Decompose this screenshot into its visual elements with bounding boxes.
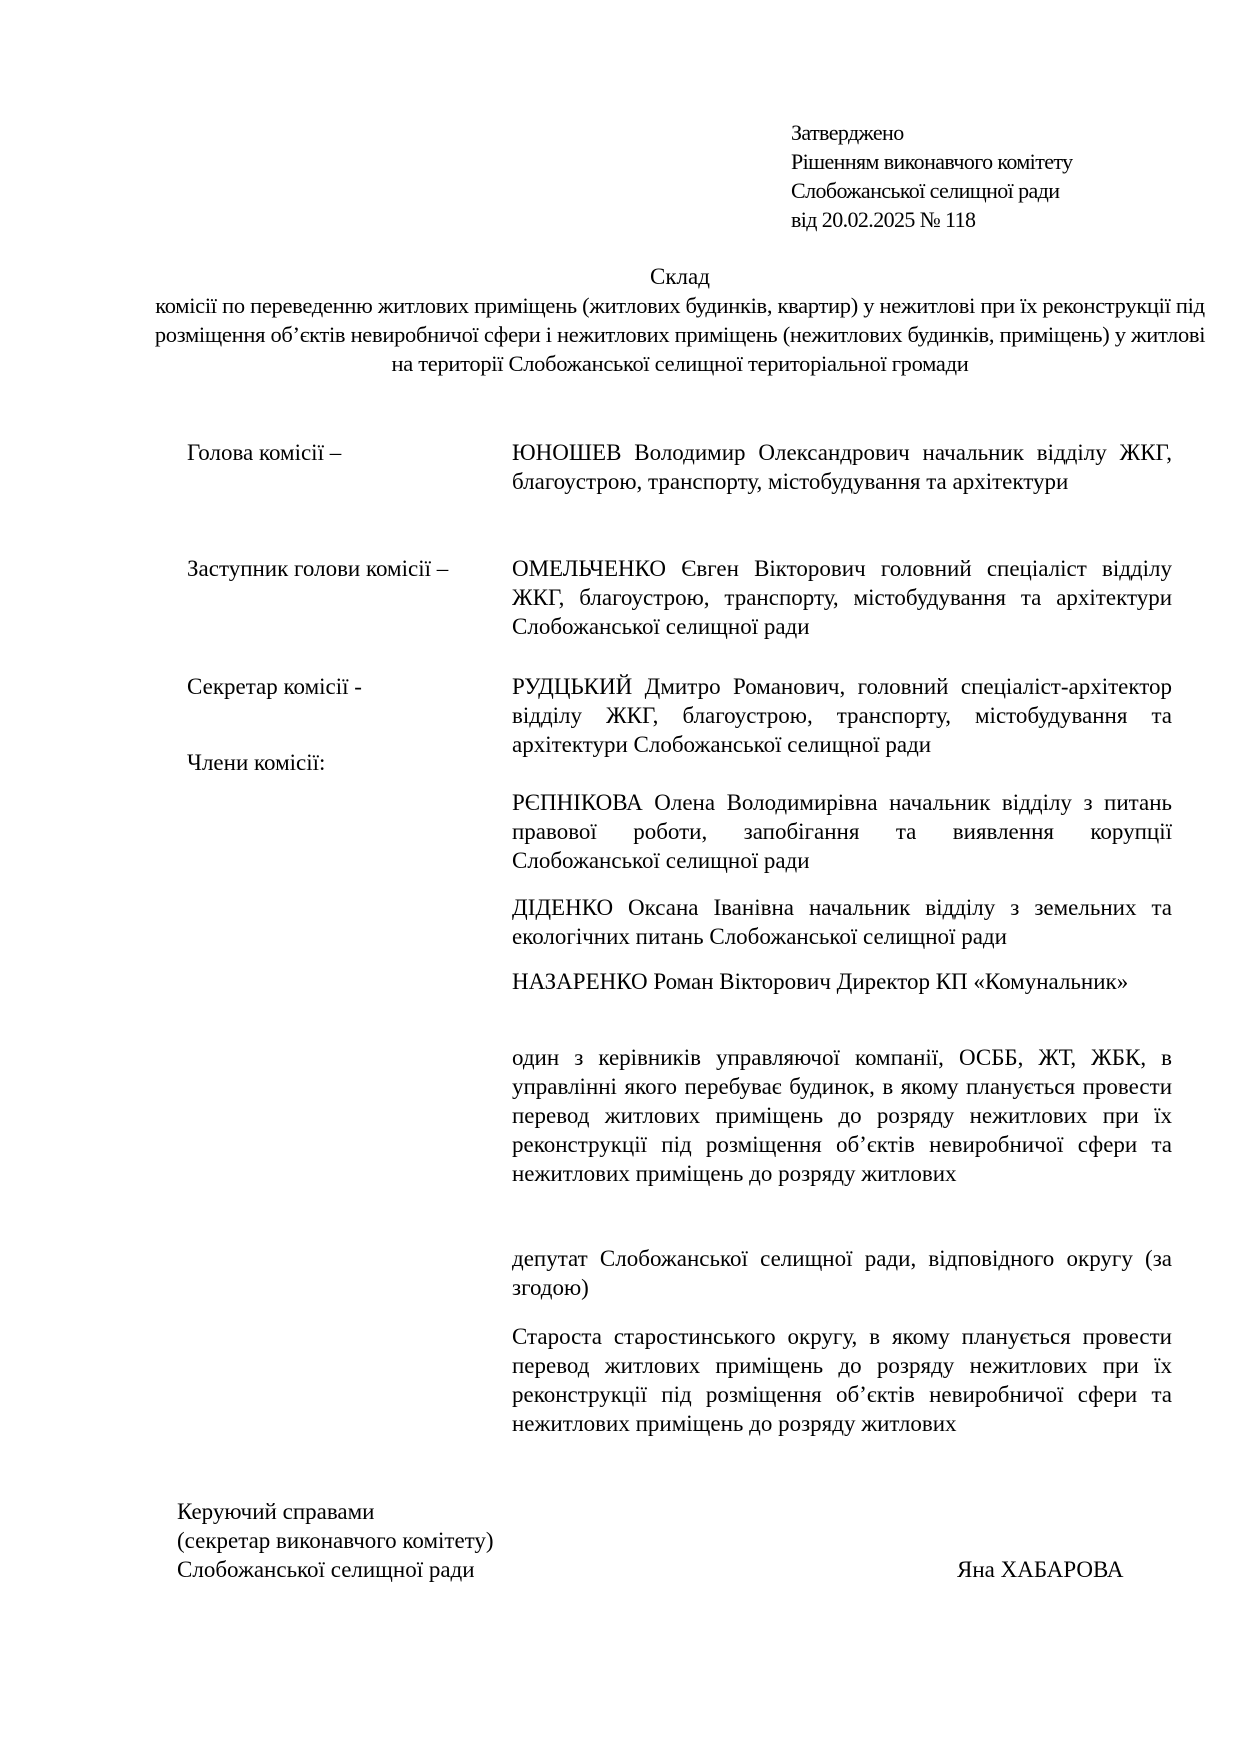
member-item: Староста старостинського округу, в якому планується провести перевод житлових приміщень до розряду нежитлових при їх реконструкції під розміщення об’єктів невиробничої сфери та нежитлових приміщень до розряду житлових: [512, 1324, 1172, 1436]
member-item: РЄПНІКОВА Олена Володимирівна начальник відділу з питань правової роботи, запобігання та виявлення корупції Слобожанської селищної ради: [512, 790, 1172, 873]
member-item: НАЗАРЕНКО Роман Вікторович Директор КП «Комунальник»: [512, 969, 1129, 994]
person-description: ЮНОШЕВ Володимир Олександрович начальник відділу ЖКГ, благоустрою, транспорту, містобудування та архітектури: [512, 440, 1172, 494]
approval-line-4: від 20.02.2025 № 118: [791, 207, 976, 232]
signature-line-3: Слобожанської селищної ради: [177, 1557, 475, 1582]
signature-line-2: (секретар виконавчого комітету): [177, 1528, 494, 1553]
members-label: Члени комісії:: [187, 750, 326, 775]
role-label: Заступник голови комісії –: [187, 556, 449, 581]
title-subtitle: комісії по переведенню житлових приміщень (житлових будинків, квартир) у нежитлові при їх реконструкції під розміщення об’єктів невиробничої сфери і нежитлових приміщень (нежитлових будинків, приміщень) у житлові на території Слобожанської селищної територіальної громади: [154, 293, 1206, 376]
signature-line-1: Керуючий справами: [177, 1499, 375, 1524]
person-description: РУДЦЬКИЙ Дмитро Романович, головний спеціаліст-архітектор відділу ЖКГ, благоустрою, транспорту, містобудування та архітектури Слобожанської селищної ради: [512, 674, 1172, 757]
member-item: ДІДЕНКО Оксана Іванівна начальник відділу з земельних та екологічних питань Слобожанської селищної ради: [512, 895, 1172, 949]
title-heading: Склад: [650, 264, 710, 289]
member-item: один з керівників управляючої компанії, ОСББ, ЖТ, ЖБК, в управлінні якого перебуває будинок, в якому планується провести перевод житлових приміщень до розряду нежитлових при їх реконструкції під розміщення об’єктів невиробничої сфери та нежитлових приміщень до розряду житлових: [512, 1045, 1172, 1186]
approval-line-3: Слобожанської селищної ради: [791, 178, 1060, 203]
document-title: [150, 262, 1210, 378]
approval-stamp: [791, 118, 1211, 234]
person-description: ОМЕЛЬЧЕНКО Євген Вікторович головний спеціаліст відділу ЖКГ, благоустрою, транспорту, містобудування та архітектури Слобожанської селищної ради: [512, 556, 1172, 639]
role-label: Голова комісії –: [187, 440, 342, 465]
member-item: депутат Слобожанської селищної ради, відповідного округу (за згодою): [512, 1246, 1172, 1300]
signature-block: [177, 1497, 1177, 1584]
role-label: Секретар комісії -: [187, 674, 362, 699]
signatory-name: Яна ХАБАРОВА: [957, 1557, 1124, 1582]
approval-line-1: Затверджено: [791, 120, 904, 145]
approval-line-2: Рішенням виконавчого комітету: [791, 149, 1073, 174]
